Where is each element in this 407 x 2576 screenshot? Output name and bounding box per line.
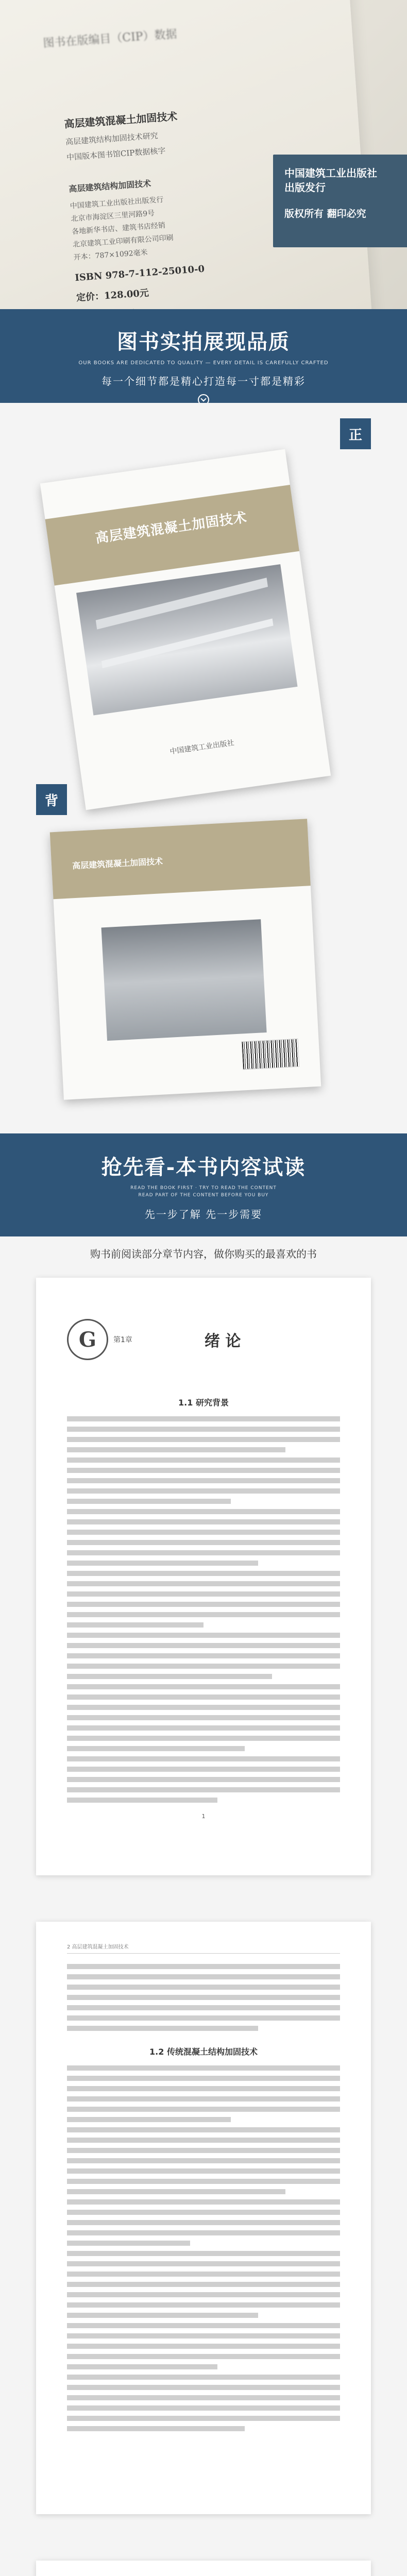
isbn: ISBN 978-7-112-25010-0	[74, 263, 205, 284]
back-title: 高层建筑混凝土加固技术	[72, 856, 163, 871]
sample-page-2	[36, 1922, 371, 2514]
price: 定价：128.00元	[76, 287, 149, 304]
section-heading: 1.2 传统混凝土结构加固技术	[149, 2047, 258, 2057]
preview-intro: 购书前阅读部分章节内容，做你购买的最喜欢的书	[0, 1236, 407, 1267]
cover-photo	[76, 564, 298, 715]
preview-slogan: 先一步了解 先一步需要	[144, 1208, 263, 1221]
barcode	[241, 1039, 299, 1070]
publisher-name: 中国建筑工业出版社	[284, 167, 377, 179]
cip-line: 北京市海淀区三里河路9号	[70, 209, 155, 224]
showcase-band	[0, 309, 407, 403]
publisher-role: 出版发行	[284, 181, 326, 194]
publisher-box	[273, 155, 407, 247]
cover-title: 高层建筑混凝土加固技术	[94, 510, 248, 547]
showcase-subtitle: 每一个细节都是精心打造每一寸都是精彩	[101, 375, 306, 387]
cip-line: 高层建筑结构加固技术研究	[65, 131, 159, 147]
cip-line: 高层建筑结构加固技术	[68, 178, 151, 194]
sample-page-3	[36, 2561, 371, 2576]
book-front-cover	[40, 449, 331, 810]
chapter-heading	[67, 1319, 340, 1360]
cip-line: 中国建筑工业出版社出版发行	[70, 195, 164, 211]
front-tag: 正	[340, 418, 371, 449]
chapter-title: 绪 论	[204, 1332, 241, 1350]
preview-subtitle-en-2: READ PART OF THE CONTENT BEFORE YOU BUY	[138, 1193, 269, 1198]
back-photo	[101, 919, 267, 1041]
book-title-text: 高层建筑混凝土加固技术	[63, 110, 178, 130]
sample-page-1	[36, 1278, 371, 1875]
cip-line: 各地新华书店、建筑书店经销	[71, 221, 166, 236]
cover-publisher: 中国建筑工业出版社	[169, 739, 235, 756]
rights-notice: 版权所有 翻印必究	[284, 208, 366, 219]
section-heading: 1.1 研究背景	[178, 1398, 229, 1408]
book-photos	[0, 403, 407, 1133]
preview-band	[0, 1133, 407, 1236]
book-back-cover	[50, 819, 321, 1099]
cip-heading: 图书在版编目（CIP）数据	[42, 28, 178, 50]
body-text	[67, 1416, 340, 1803]
back-tag: 背	[36, 784, 67, 815]
showcase-subtitle-en: OUR BOOKS ARE DEDICATED TO QUALITY — EVERY DETAIL IS CAREFULLY CRAFTED	[78, 360, 329, 366]
cip-line: 开本：787×1092毫米	[73, 248, 148, 262]
page-number: 1	[201, 1813, 206, 1820]
showcase-title: 图书实拍展现品质	[117, 330, 290, 354]
chapter-label: 第1章	[113, 1336, 132, 1344]
running-header	[67, 1942, 340, 1954]
header-left: 2 高层建筑混凝土加固技术	[67, 1944, 129, 1950]
body-text	[67, 1964, 340, 2031]
cip-line: 北京建筑工业印刷有限公司印刷	[72, 233, 174, 249]
body-text	[67, 2065, 340, 2431]
cip-line: 中国版本图书馆CIP数据核字	[66, 146, 166, 162]
preview-title: 抢先看-本书内容试读	[101, 1155, 306, 1179]
preview-subtitle-en-1: READ THE BOOK FIRST · TRY TO READ THE CONTENT	[130, 1185, 277, 1191]
chapter-logo-icon: G	[67, 1319, 108, 1360]
copyright-photo	[0, 0, 407, 309]
